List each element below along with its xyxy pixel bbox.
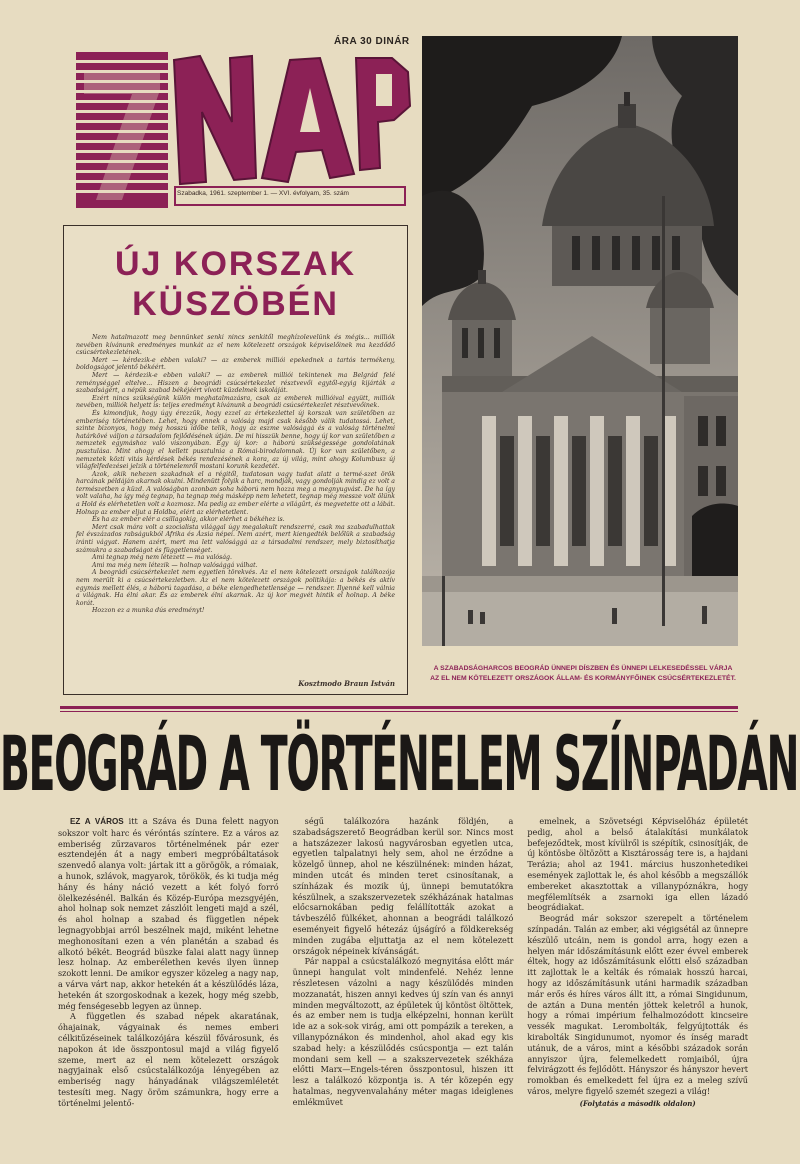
continued-note: (Folytatás a második oldalon) xyxy=(579,1098,696,1108)
article-column-1 xyxy=(58,816,279,1156)
editorial-paragraph: Azok, akik nehezen szakadnak el a régitől, tudatosan vagy tudat alatt a termé-szet örök harcának példáján akarnak okulni. Mindenütt folyik a harc, mondják, vagy gondolják mindig ez volt a természetben a küzd. A valóságban azonban soha háború nem hozza meg a megnyugvást. De ha így volt valaha, ha így még tegnap, ha tegnap még másképp nem lehetett, tegnap még messze volt ölünk a Hold és elérhetetlen volt a kozmosz. Ma pedig az ember elérte a világűrt, és megvetette ott a lábát. Holnap az ember eljut a Holdba, elért az elérhetetlent. xyxy=(76,470,395,516)
price-label: ÁRA 30 DINÁR xyxy=(334,36,410,47)
article-paragraph: A független és szabad népek akaratának, óhajainak, vágyainak és nemes emberi célkitűzéseinek találkozójára készül fővárosunk, és napokon át ide összpontosul majd a világ figyelő szeme, mert az el nem kötelezett országok nagyjainak első csúcstalálkozója lényegében az emberiség nagy hányadának világszemléletét testesíti meg. Nagy öröm számunkra, hogy erre a történelmi jelentő- xyxy=(58,1011,279,1108)
editorial-paragraph: És ha az ember elér a csillagokig, akkor elérhet a békéhez is. xyxy=(92,516,285,524)
article-paragraph: Beográd már sokszor szerepelt a történelem színpadán. Talán az ember, aki végigsétál az ünnepre készülő utcáin, nem is gondol arra, hogy ezen a helyen már időszámításunk előtt ezer évvel emberek éltek, hogy az időszámításunk előtti első században itt zajlottak le a kelták és rómaiak hosszú harcai, hogy az időszámításunk utáni harmadik században már erős és híres város állt itt, a római Singidunum, de aztán a Duna mentén jöttek keletről a hunok, hogy a római impérium felhalmozódott kincseire vessék magukat. Lerombolták, felgyújtották és kirabolták Singidunumot, nyomor és ínség maradt utánuk, de a város, mint a későbbi századok során annyiszor újra, felemelkedett romjaiból, újra felvirágzott és fejlődött. Hányszor és hányszor hevert romokban és emelkedett fel újra ez a meleg szívű város, melyre figyelő szemét szegezi a világ! xyxy=(527,913,749,1096)
parliament-photo xyxy=(422,36,738,646)
editorial-paragraph: Hozzon ez a munka dús eredményt! xyxy=(92,607,205,615)
article-column-3 xyxy=(527,816,748,1156)
editorial-title-line1: ÚJ KORSZAK xyxy=(114,245,357,283)
editorial-box xyxy=(63,225,408,695)
article-paragraph: emelnek, a Szövetségi Képviselőház épületét pedig, ahol a belső átalakítási munkálatok befejeződtek, most kívülről is szépítik, csinosítják, de új köntösbe öltözött a Kisztárosság tere is, a hajdani Terázia; ahol az 1941. március huszonhetedikei események zajlottak le, és ahol később a megszállók embereket akasztottak a villanypóznákra, hogy megfélemlítsék a zsarnoki iga ellen lázadó beográdiakat. xyxy=(527,816,749,913)
dateline: Szabadka, 1961. szeptember 1. — XVI. évfolyam, 35. szám xyxy=(177,190,349,197)
editorial-paragraph: Mert csak mára volt a szocialista világgal úgy megalakult rendszerré, csak ma szabadulhattak fel évszázados rabságukból Afrika és Ázsia népei. Nem azért, mert kiengedték belőlük a szabadság iránti vágyat. Hanem azért, mert ma lett valósággá az a társadalmi rendszer, mely biztosíthatja számukra a szabadságot és függetlenséget. xyxy=(76,523,395,554)
editorial-paragraph: És kimondjuk, hogy úgy érezzük, hogy ezzel az értekezlettel új korszak van születőben az emberiség történetében. Lehet, hogy ennek a valóság majd csak később válik tudatossá. Lehet, szinte bizonyos, hogy még hosszú időbe telik, hogy az eszme valósággá és a valóság történelmi határkövé váljon a társadalom fejlődésének útján. De mi hisszük benne, hogy új kor van születőben a nemzetek egymáshoz való viszonyában. Egy új kor: a háború szükségessége gondolatának pusztulása. Mint ahogy el kellett pusztulnia a Római-birodalomnak. Új kor van születőben, a nemzetek közti vitás kérdések békés rendezésének a kora, az új világ, mint ahogy Kolumbusz új világfelfedezései jelzik a történelemről mostani korunk kezdetét. xyxy=(76,409,395,471)
divider-top xyxy=(60,706,738,709)
main-headline-text: BEOGRÁD A TÖRTÉNELEM SZÍNPADÁN xyxy=(0,719,799,809)
article-column-2 xyxy=(293,816,514,1156)
article-paragraph: ségű találkozóra hazánk földjén, a szabadságszerető Beográdban kerül sor. Nincs most a hatszázezer lakosú nagyvárosban egyetlen utca, egyetlen talpalatnyi hely sem, ahol ne érződne a közelgő ünnep, ahol ne készülnének: minden házat, minden utcát és minden teret csinosítanak, a színházak és mozik új, ünnepi bemutatókra készülnek, a szakszervezetek székházának hatalmas előcsarnokában pedig felállították azokat a távbeszélő fülkéket, ahonnan a beográdi találkozó eseményeit figyelő hétezáz újságíró a földkerekség minden zugába eljuttatja az el nem kötelezett országok népeinek kívánságát. xyxy=(292,816,514,956)
article-lead: EZ A VÁROS xyxy=(70,817,124,826)
article-paragraph: Pár nappal a csúcstalálkozó megnyitása előtt már ünnepi hangulat volt mindenfelé. Nehéz lenne részletesen vázolni a nagy készülődés minden mozzanatát, hiszen annyi kedves új szín van és annyi minden megváltozott, az épületek új köntöst öltöttek, és az ember nem is tudja elképzelni, honnan került ide az a sok-sok virág, ami ott pompázik a tereken, a villanypóznákon és mindenhol, ahol akad egy kis szabad hely: a készülődés csúcspontja — ezt talán mondani sem kell — a szakszervezetek székháza előtti Marx—Engels-téren összpontosul, hiszen itt lesz a találkozó központja is. A tér közepén egy hatalmas, negyvenvalahány méter magas ideiglenes emlékművet xyxy=(292,956,514,1107)
editorial-paragraph: Ami tegnap még nem létezett — ma valóság. xyxy=(92,554,232,562)
photo-caption: A SZABADSÁGHARCOS BEOGRÁD ÜNNEPI DÍSZBEN ÉS ÜNNEPI LELKESEDÉSSEL VÁRJA AZ EL NEM KÖTELEZETT ORSZÁGOK ÁLLAM- ÉS KORMÁNYFŐINEK CSÚCSÉRTEKEZLETÉT. xyxy=(430,665,736,682)
editorial-title xyxy=(76,244,395,324)
article-text: itt a Száva és Duna felett nagyon sokszor volt harc és véróntás színtere. Ez a város az emberiség zűrzavaros történelmének pár ezer esztendején át a nagy emberi megpróbáltatások szenvedő alanya volt: jártak itt a görögök, a rómaiak, a hunok, szlávok, magyarok, törökök, és ki tudja még hány és hány náció vezett a két folyó forró ölelkezésénél. Balkán és Közép-Európa mezsgyéjén, ahol holnap sok nemzet zászlóit lengeti majd a szél, és ahol holnap a szabad és független népek legnagyobbjai arról beszélnek majd, miként lehetne meghonosítani ezen a vén planétán a szabad és alkotó békét. Beográd büszke falai alatt nagy ünnep lesz holnap. Az emberélethen kevés ilyen ünnep szokott lenni. De amikor egyszer közeleg a nagy nap, a várva várt nap, akkor hetekén át a készülődés láza, hetekén át szorgoskodnak a kezek, hogy még szebb, még fenségesebb legyen az ünnep. xyxy=(58,816,279,1011)
editorial-paragraph: Ami ma még nem létezik — holnap valósággá válhat. xyxy=(92,561,258,569)
editorial-paragraph: Mert — kérdezik-e ebben valaki? — az emberek milliói epekednek a tartós termékeny, boldogságot jelentő békéért. xyxy=(76,356,395,372)
parliament-building-image-icon xyxy=(422,36,738,646)
article-paragraph xyxy=(58,816,279,1011)
editorial-title-line2: KÜSZÖBÉN xyxy=(132,285,339,323)
editorial-signature: Kosztmodo Braun István xyxy=(298,679,395,688)
editorial-paragraph: Ezért nincs szükségünk külön meghatalmazásra, csak az emberek millióival együtt, milliók nevében, milliók helyett is: teljes eredményt kívánunk a beográdi csúcsértekezlet résztvevőinek. xyxy=(76,394,395,410)
editorial-body xyxy=(76,334,395,664)
article-columns xyxy=(58,816,748,1156)
editorial-paragraph: Mert — kérdezik-e ebben valaki? — az emberek milliói tekintenek ma Belgrád felé reménységgel eltelve... Hiszen a beográdi csúcsértekezlet résztvevői egytől-egyig kijárták a szabadságért, a népük szabad békéjéért vívott küzdelmek iskoláját. xyxy=(76,371,395,395)
divider-top-thin xyxy=(60,711,738,712)
editorial-paragraph: Nem hatalmazott meg bennünket senki nincs senkitől meghízolevelünk és mégis... milliók nevében kívánunk eredményes munkát az el nem kötelezett országok képviselőinek ma kezdődő csúcsértekezletének. xyxy=(76,334,395,357)
editorial-paragraph: A beográdi csúcsértekezlet nem egyetlen törekvés. Az el nem kötelezett országok találkozója nem merült ki a csúcsértekezletben. Az el nem kötelezett országok politikája: a békés és aktív egymás mellett élés, a háború tagadása, a béke elengedhetetlensége — rendszer. Ilyenné kell válnia a világnak. Ha élni akar. És az emberek élni akarnak. Az új kor megvét hintik el holnap. A béke korát. xyxy=(76,569,395,607)
main-headline xyxy=(0,719,799,809)
